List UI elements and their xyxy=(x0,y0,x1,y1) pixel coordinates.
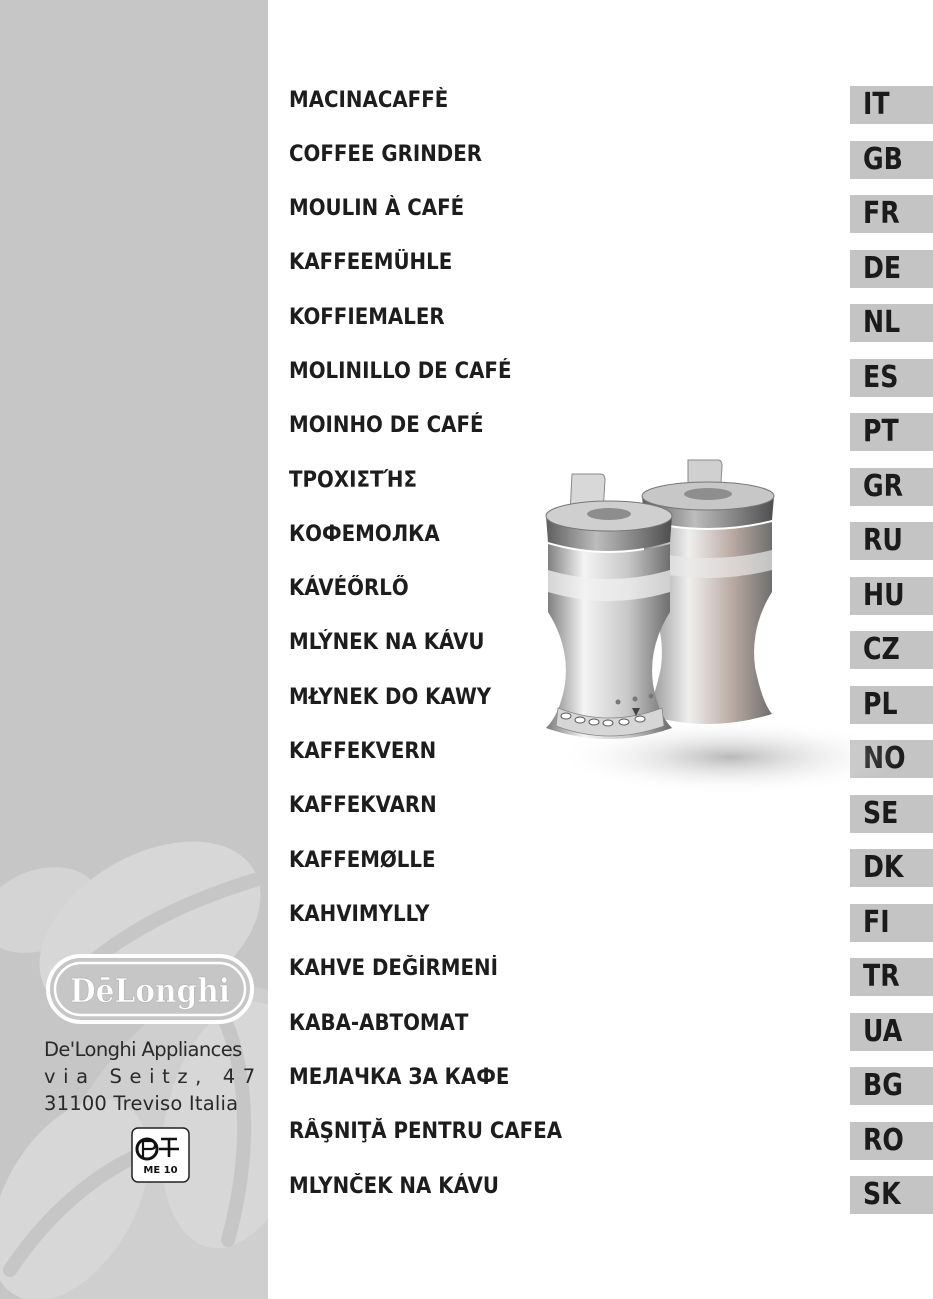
lang-code: RO xyxy=(863,1123,904,1158)
lang-tab-se[interactable] xyxy=(850,795,933,833)
lang-code: ES xyxy=(863,360,899,395)
lang-code: UA xyxy=(863,1014,903,1049)
title-de: KAFFEEMÜHLE xyxy=(289,250,453,275)
lang-code: IT xyxy=(863,87,890,122)
title-pt: MOINHO DE CAFÉ xyxy=(289,413,484,438)
lang-tab-dk[interactable] xyxy=(850,849,933,887)
lang-tab-pt[interactable] xyxy=(850,413,933,451)
title-gb: COFFEE GRINDER xyxy=(289,142,483,167)
manufacturer-address xyxy=(44,1036,263,1117)
lang-tab-de[interactable] xyxy=(850,250,933,288)
certification-mark-icon xyxy=(131,1127,190,1183)
grinder-front xyxy=(546,474,672,739)
address-company: De'Longhi Appliances xyxy=(44,1038,242,1061)
lang-tab-gb[interactable] xyxy=(850,141,933,179)
address-street: via Seitz, 47 xyxy=(44,1065,263,1088)
title-gr: ΤΡΟΧΙΣΤΉΣ xyxy=(289,468,418,493)
title-no: KAFFEKVERN xyxy=(289,739,437,764)
title-it: MACINACAFFÈ xyxy=(289,88,449,113)
title-bg: МЕЛАЧКА ЗА КАФЕ xyxy=(289,1065,510,1090)
title-hu: KÁVÉŐRLŐ xyxy=(289,576,409,601)
lang-code: NL xyxy=(863,305,901,340)
lang-code: SK xyxy=(863,1177,901,1212)
lang-tab-it[interactable] xyxy=(850,86,933,124)
address-city: 31100 Treviso Italia xyxy=(44,1092,239,1115)
title-tr: KAHVE DEĞİRMENİ xyxy=(289,956,498,981)
lang-code: DK xyxy=(863,850,904,885)
lang-code: GR xyxy=(863,469,904,504)
delonghi-logo xyxy=(44,952,256,1026)
lang-code: PL xyxy=(863,687,898,722)
title-ua: КАВА-АВТОМАТ xyxy=(289,1011,469,1036)
lang-code: PT xyxy=(863,414,899,449)
lang-code: RU xyxy=(863,523,903,558)
lang-code: FR xyxy=(863,196,900,231)
title-cz: MLÝNEK NA KÁVU xyxy=(289,630,485,655)
lang-tab-fi[interactable] xyxy=(850,904,933,942)
lang-tab-ua[interactable] xyxy=(850,1013,933,1051)
lang-tab-es[interactable] xyxy=(850,359,933,397)
title-fr: MOULIN À CAFÉ xyxy=(289,196,465,221)
title-se: KAFFEKVARN xyxy=(289,793,437,818)
lang-code: GB xyxy=(863,142,903,177)
lang-tab-sk[interactable] xyxy=(850,1176,933,1214)
lang-code: BG xyxy=(863,1068,903,1103)
lang-code: HU xyxy=(863,578,905,613)
logo-wordmark: DēLonghi xyxy=(70,971,230,1010)
lang-code: SE xyxy=(863,796,899,831)
coffee-grinder-illustration xyxy=(540,452,920,797)
lang-code: TR xyxy=(863,959,900,994)
lang-tab-tr[interactable] xyxy=(850,958,933,996)
certification-model: ME 10 xyxy=(143,1165,178,1176)
lang-code: DE xyxy=(863,251,902,286)
title-fi: KAHVIMYLLY xyxy=(289,902,430,927)
title-nl: KOFFIEMALER xyxy=(289,305,445,330)
title-dk: KAFFEMØLLE xyxy=(289,848,436,873)
lang-code: FI xyxy=(863,905,890,940)
title-ro: RÂŞNIŢĂ PENTRU CAFEA xyxy=(289,1119,563,1144)
lang-tab-nl[interactable] xyxy=(850,304,933,342)
title-es: MOLINILLO DE CAFÉ xyxy=(289,359,512,384)
lang-tab-fr[interactable] xyxy=(850,195,933,233)
title-pl: MŁYNEK DO KAWY xyxy=(289,685,492,710)
lang-tab-bg[interactable] xyxy=(850,1067,933,1105)
left-decorative-panel xyxy=(0,0,268,1299)
lang-code: CZ xyxy=(863,632,900,667)
lang-tab-ro[interactable] xyxy=(850,1122,933,1160)
title-sk: MLYNČEK NA KÁVU xyxy=(289,1174,499,1199)
title-ru: КОФЕМОЛКА xyxy=(289,522,440,547)
